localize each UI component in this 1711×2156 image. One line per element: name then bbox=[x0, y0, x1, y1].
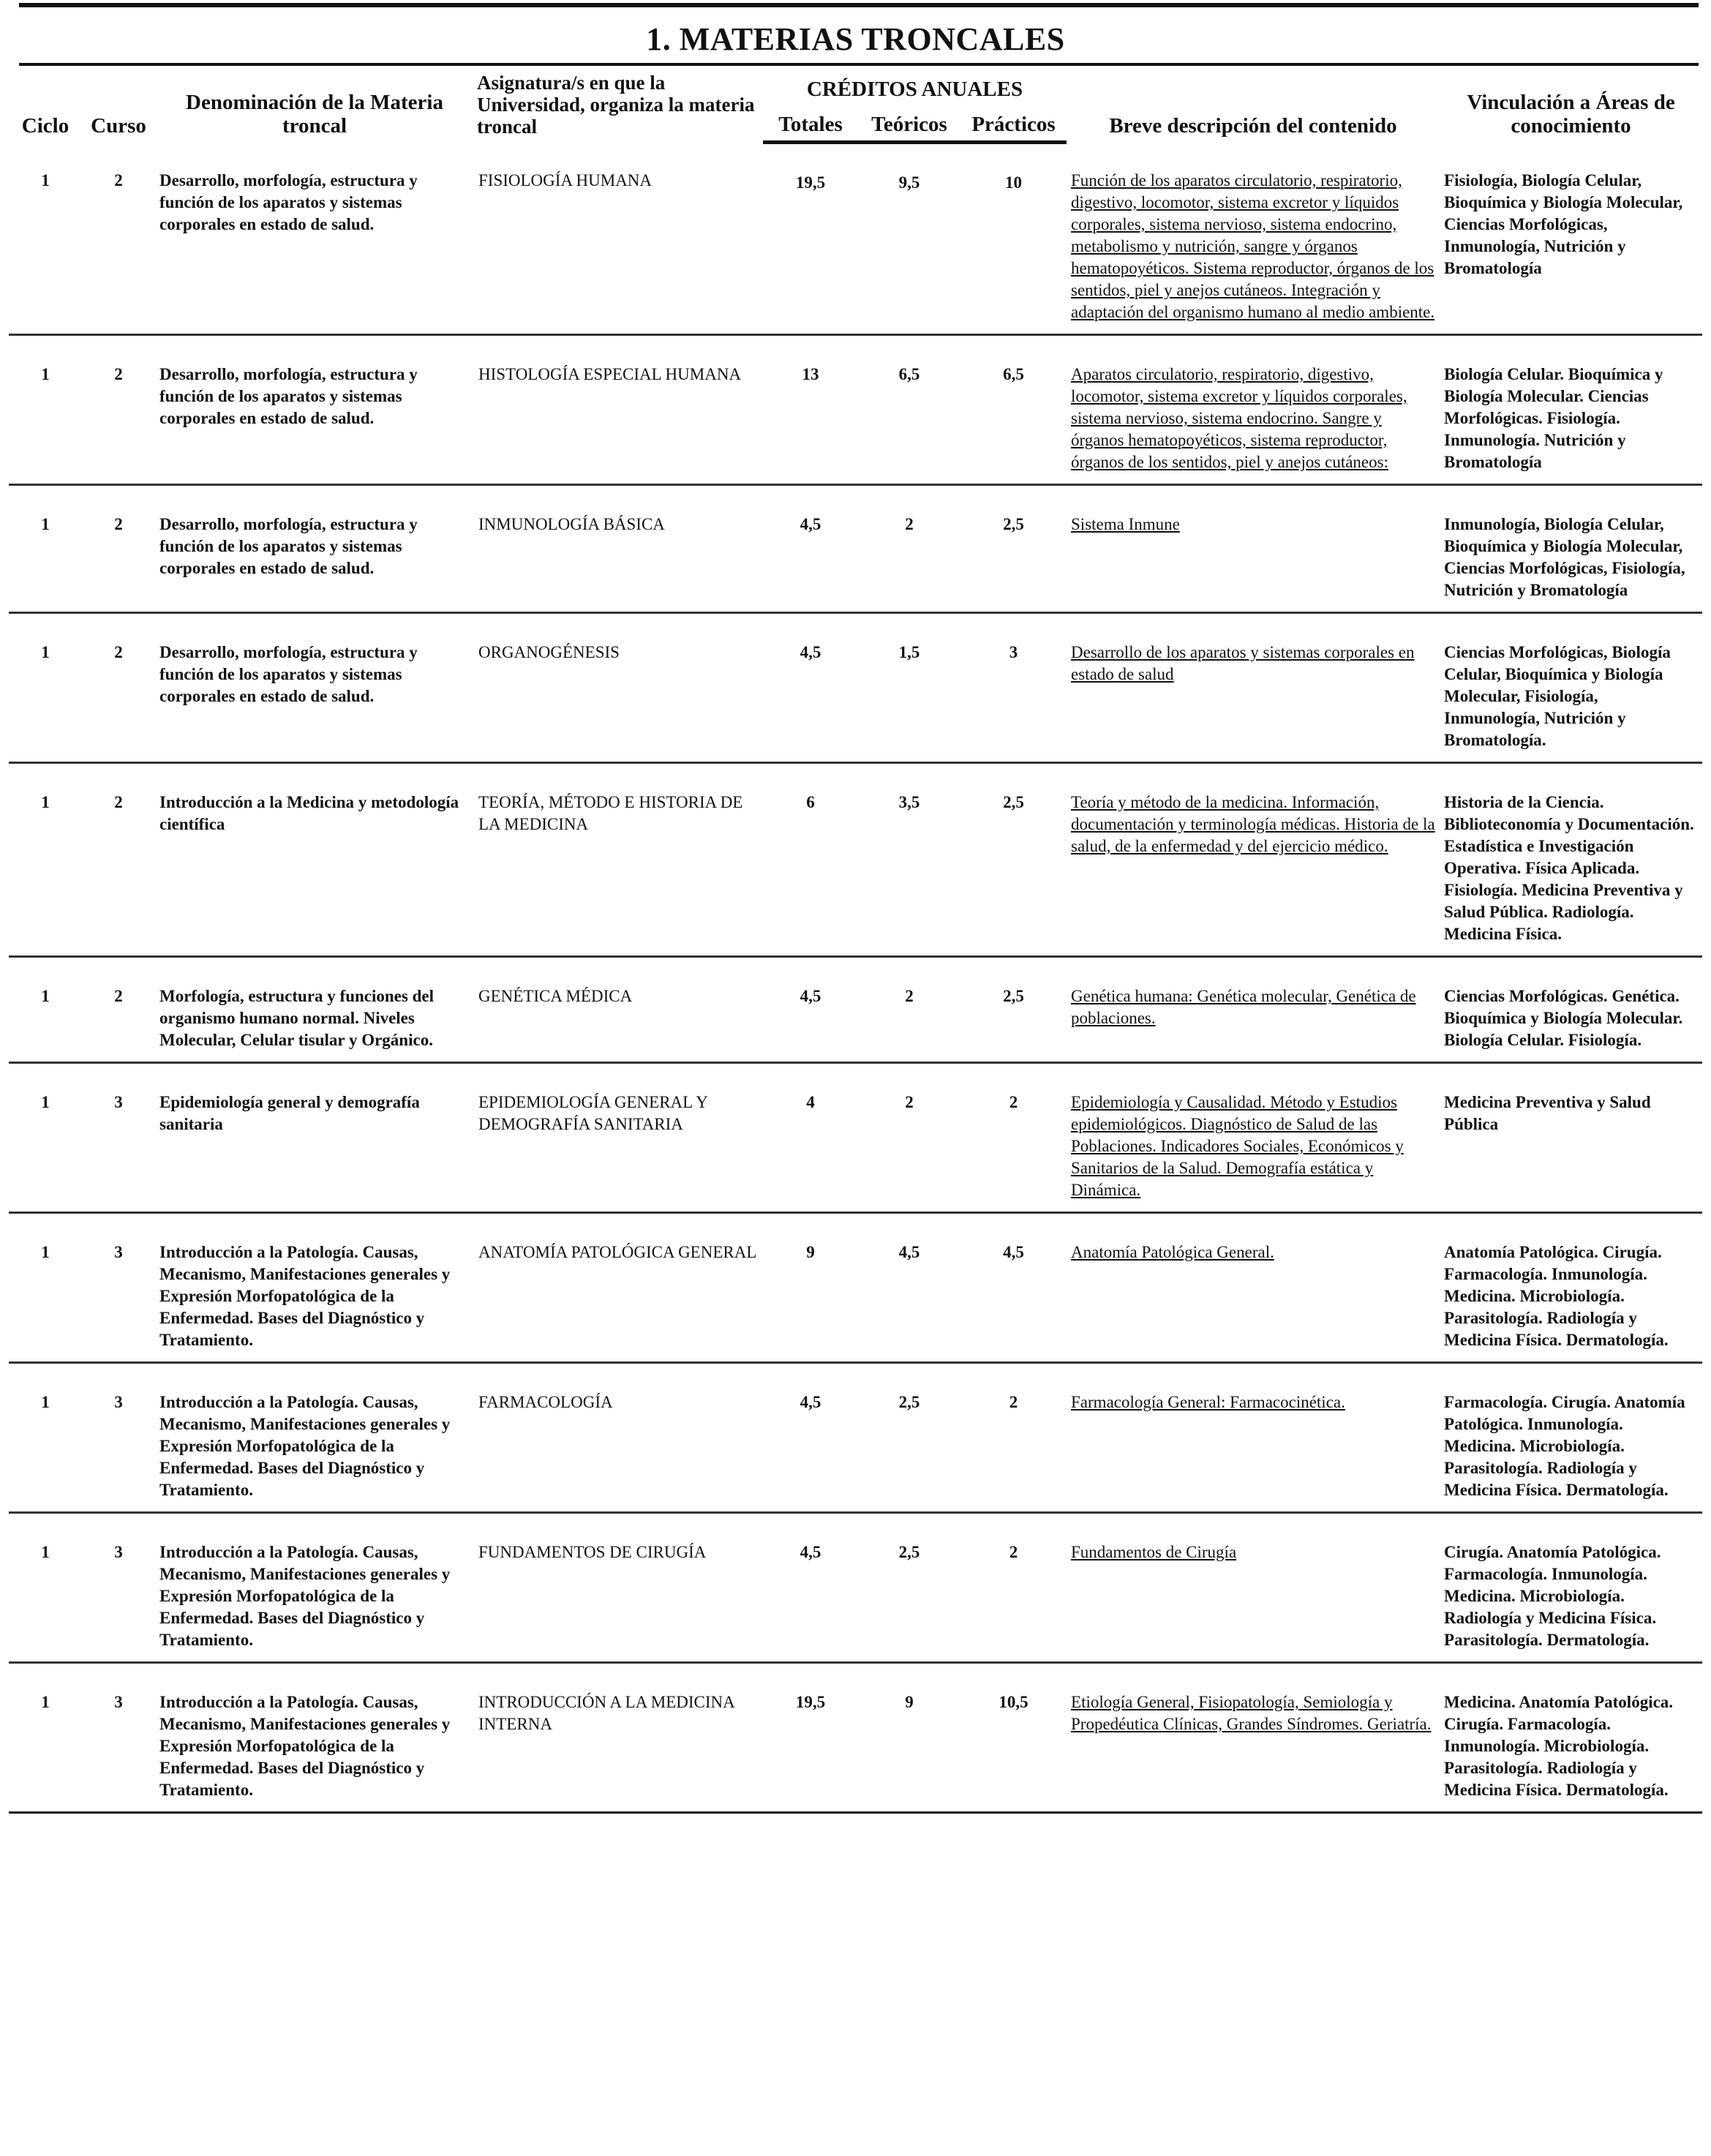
cell-asignatura: FISIOLOGÍA HUMANA bbox=[474, 142, 763, 335]
cell-totales: 4,5 bbox=[763, 613, 858, 763]
table-row bbox=[9, 335, 1702, 485]
cell-practicos: 2 bbox=[960, 1063, 1067, 1213]
cell-curso: 2 bbox=[82, 142, 155, 335]
cell-asignatura: EPIDEMIOLOGÍA GENERAL Y DEMOGRAFÍA SANITARIA bbox=[474, 1063, 763, 1213]
cell-totales: 6 bbox=[763, 763, 858, 957]
cell-areas: Biología Celular. Bioquímica y Biología Molecular. Ciencias Morfológicas. Fisiología. Inmunología. Nutrición y Bromatología bbox=[1440, 335, 1702, 485]
cell-teoricos: 2,5 bbox=[858, 1513, 960, 1663]
cell-totales: 4 bbox=[763, 1063, 858, 1213]
cell-curso: 2 bbox=[82, 763, 155, 957]
cell-practicos: 2,5 bbox=[960, 957, 1067, 1063]
table-row bbox=[9, 957, 1702, 1063]
table-row bbox=[9, 1513, 1702, 1663]
table-row bbox=[9, 1063, 1702, 1213]
cell-teoricos: 9,5 bbox=[858, 142, 960, 335]
page-title: 1. MATERIAS TRONCALES bbox=[646, 21, 1065, 57]
cell-totales: 19,5 bbox=[763, 1663, 858, 1813]
cell-areas: Cirugía. Anatomía Patológica. Farmacología. Inmunología. Medicina. Microbiología. Radiología y Medicina Física. Parasitología. Dermatología. bbox=[1440, 1513, 1702, 1663]
cell-teoricos: 4,5 bbox=[858, 1213, 960, 1363]
cell-practicos: 2,5 bbox=[960, 763, 1067, 957]
cell-denominacion: Desarrollo, morfología, estructura y función de los aparatos y sistemas corporales en estado de salud. bbox=[155, 485, 474, 613]
header-denominacion: Denominación de la Materia troncal bbox=[186, 91, 443, 138]
cell-descripcion: Epidemiología y Causalidad. Método y Estudios epidemiológicos. Diagnóstico de Salud de las Poblaciones. Indicadores Sociales, Económicos y Sanitarios de la Salud. Demografía estática y Dinámica. bbox=[1067, 1063, 1440, 1213]
cell-practicos: 2,5 bbox=[960, 485, 1067, 613]
cell-totales: 4,5 bbox=[763, 1513, 858, 1663]
cell-curso: 3 bbox=[82, 1363, 155, 1513]
cell-areas: Fisiología, Biología Celular, Bioquímica y Biología Molecular, Ciencias Morfológicas, Inmunología, Nutrición y Bromatología bbox=[1440, 142, 1702, 335]
cell-denominacion: Introducción a la Patología. Causas, Mecanismo, Manifestaciones generales y Expresión Morfopatológica de la Enfermedad. Bases del Diagnóstico y Tratamiento. bbox=[155, 1363, 474, 1513]
cell-teoricos: 9 bbox=[858, 1663, 960, 1813]
cell-areas: Medicina. Anatomía Patológica. Cirugía. Farmacología. Inmunología. Microbiología. Parasitología. Radiología y Medicina Física. Dermatología. bbox=[1440, 1663, 1702, 1813]
cell-denominacion: Morfología, estructura y funciones del organismo humano normal. Niveles Molecular, Celular tisular y Orgánico. bbox=[155, 957, 474, 1063]
cell-ciclo: 1 bbox=[9, 142, 82, 335]
cell-denominacion: Introducción a la Patología. Causas, Mecanismo, Manifestaciones generales y Expresión Morfopatológica de la Enfermedad. Bases del Diagnóstico y Tratamiento. bbox=[155, 1513, 474, 1663]
cell-descripcion: Fundamentos de Cirugía bbox=[1067, 1513, 1440, 1663]
header-vinculacion: Vinculación a Áreas de conocimiento bbox=[1467, 91, 1675, 138]
cell-denominacion: Epidemiología general y demografía sanitaria bbox=[155, 1063, 474, 1213]
cell-asignatura: HISTOLOGÍA ESPECIAL HUMANA bbox=[474, 335, 763, 485]
cell-descripcion: Farmacología General: Farmacocinética. bbox=[1067, 1363, 1440, 1513]
cell-descripcion: Genética humana: Genética molecular, Genética de poblaciones. bbox=[1067, 957, 1440, 1063]
cell-areas: Ciencias Morfológicas, Biología Celular, Bioquímica y Biología Molecular, Fisiología, Inmunología, Nutrición y Bromatología. bbox=[1440, 613, 1702, 763]
header-creditos-anuales: CRÉDITOS ANUALES bbox=[806, 78, 1023, 101]
cell-descripcion: Desarrollo de los aparatos y sistemas corporales en estado de salud bbox=[1067, 613, 1440, 763]
table-row bbox=[9, 1213, 1702, 1363]
header-ciclo: Ciclo bbox=[21, 114, 69, 138]
cell-practicos: 6,5 bbox=[960, 335, 1067, 485]
cell-ciclo: 1 bbox=[9, 1063, 82, 1213]
table-header bbox=[9, 70, 1702, 142]
cell-teoricos: 2 bbox=[858, 1063, 960, 1213]
cell-denominacion: Introducción a la Medicina y metodología científica bbox=[155, 763, 474, 957]
cell-practicos: 2 bbox=[960, 1513, 1067, 1663]
cell-denominacion: Desarrollo, morfología, estructura y función de los aparatos y sistemas corporales en estado de salud. bbox=[155, 613, 474, 763]
cell-descripcion: Aparatos circulatorio, respiratorio, digestivo, locomotor, sistema excretor y líquidos corporales, sistema nervioso, sistema endocrino. Sangre y órganos hematopoyéticos, sistema reproductor, órganos de los sentidos, piel y anejos cutáneos: bbox=[1067, 335, 1440, 485]
cell-teoricos: 2,5 bbox=[858, 1363, 960, 1513]
cell-areas: Historia de la Ciencia. Biblioteconomía y Documentación. Estadística e Investigación Operativa. Física Aplicada. Fisiología. Medicina Preventiva y Salud Pública. Radiología. Medicina Física. bbox=[1440, 763, 1702, 957]
cell-descripcion: Etiología General, Fisiopatología, Semiología y Propedéutica Clínicas, Grandes Síndromes. Geriatría. bbox=[1067, 1663, 1440, 1813]
cell-totales: 19,5 bbox=[763, 142, 858, 335]
cell-denominacion: Desarrollo, morfología, estructura y función de los aparatos y sistemas corporales en estado de salud. bbox=[155, 142, 474, 335]
table-body bbox=[9, 142, 1702, 1813]
table-row bbox=[9, 1663, 1702, 1813]
cell-ciclo: 1 bbox=[9, 957, 82, 1063]
cell-areas: Ciencias Morfológicas. Genética. Bioquímica y Biología Molecular. Biología Celular. Fisiología. bbox=[1440, 957, 1702, 1063]
materias-table bbox=[9, 70, 1702, 1814]
cell-practicos: 4,5 bbox=[960, 1213, 1067, 1363]
cell-asignatura: TEORÍA, MÉTODO E HISTORIA DE LA MEDICINA bbox=[474, 763, 763, 957]
top-rule bbox=[19, 3, 1699, 7]
cell-practicos: 3 bbox=[960, 613, 1067, 763]
cell-denominacion: Introducción a la Patología. Causas, Mecanismo, Manifestaciones generales y Expresión Morfopatológica de la Enfermedad. Bases del Diagnóstico y Tratamiento. bbox=[155, 1663, 474, 1813]
cell-curso: 2 bbox=[82, 485, 155, 613]
cell-descripcion: Teoría y método de la medicina. Información, documentación y terminología médicas. Historia de la salud, de la enfermedad y del ejercicio médico. bbox=[1067, 763, 1440, 957]
cell-teoricos: 3,5 bbox=[858, 763, 960, 957]
header-curso: Curso bbox=[91, 114, 146, 138]
cell-curso: 3 bbox=[82, 1213, 155, 1363]
cell-asignatura: INMUNOLOGÍA BÁSICA bbox=[474, 485, 763, 613]
cell-curso: 3 bbox=[82, 1663, 155, 1813]
cell-curso: 3 bbox=[82, 1063, 155, 1213]
cell-curso: 3 bbox=[82, 1513, 155, 1663]
cell-denominacion: Introducción a la Patología. Causas, Mecanismo, Manifestaciones generales y Expresión Morfopatológica de la Enfermedad. Bases del Diagnóstico y Tratamiento. bbox=[155, 1213, 474, 1363]
table-row bbox=[9, 142, 1702, 335]
cell-totales: 13 bbox=[763, 335, 858, 485]
cell-ciclo: 1 bbox=[9, 1513, 82, 1663]
cell-descripcion: Sistema Inmune bbox=[1067, 485, 1440, 613]
table-row bbox=[9, 763, 1702, 957]
cell-areas: Medicina Preventiva y Salud Pública bbox=[1440, 1063, 1702, 1213]
header-descripcion: Breve descripción del contenido bbox=[1109, 114, 1397, 138]
cell-asignatura: FUNDAMENTOS DE CIRUGÍA bbox=[474, 1513, 763, 1663]
cell-areas: Farmacología. Cirugía. Anatomía Patológica. Inmunología. Medicina. Microbiología. Parasitología. Radiología y Medicina Física. Dermatología. bbox=[1440, 1363, 1702, 1513]
cell-ciclo: 1 bbox=[9, 1213, 82, 1363]
table-row bbox=[9, 613, 1702, 763]
cell-descripcion: Función de los aparatos circulatorio, respiratorio, digestivo, locomotor, sistema excretor y líquidos corporales, sistema nervioso, sistema endocrino, metabolismo y nutrición, sangre y órganos hematopoyéticos. Sistema reproductor, órganos de los sentidos, piel y anejos cutáneos. Integración y adaptación del organismo humano al medio ambiente. bbox=[1067, 142, 1440, 335]
cell-ciclo: 1 bbox=[9, 1363, 82, 1513]
cell-totales: 4,5 bbox=[763, 957, 858, 1063]
cell-totales: 4,5 bbox=[763, 485, 858, 613]
cell-curso: 2 bbox=[82, 957, 155, 1063]
cell-asignatura: INTRODUCCIÓN A LA MEDICINA INTERNA bbox=[474, 1663, 763, 1813]
cell-ciclo: 1 bbox=[9, 613, 82, 763]
cell-asignatura: GENÉTICA MÉDICA bbox=[474, 957, 763, 1063]
cell-practicos: 10 bbox=[960, 142, 1067, 335]
cell-descripcion: Anatomía Patológica General. bbox=[1067, 1213, 1440, 1363]
cell-asignatura: ANATOMÍA PATOLÓGICA GENERAL bbox=[474, 1213, 763, 1363]
header-totales: Totales bbox=[763, 107, 858, 142]
header-teoricos: Teóricos bbox=[858, 107, 960, 142]
table-row bbox=[9, 1363, 1702, 1513]
cell-teoricos: 1,5 bbox=[858, 613, 960, 763]
cell-asignatura: FARMACOLOGÍA bbox=[474, 1363, 763, 1513]
cell-ciclo: 1 bbox=[9, 763, 82, 957]
header-rule bbox=[19, 63, 1699, 66]
cell-ciclo: 1 bbox=[9, 1663, 82, 1813]
cell-totales: 4,5 bbox=[763, 1363, 858, 1513]
header-practicos: Prácticos bbox=[960, 107, 1067, 142]
cell-teoricos: 6,5 bbox=[858, 335, 960, 485]
table-row bbox=[9, 485, 1702, 613]
cell-totales: 9 bbox=[763, 1213, 858, 1363]
cell-asignatura: ORGANOGÉNESIS bbox=[474, 613, 763, 763]
cell-teoricos: 2 bbox=[858, 957, 960, 1063]
cell-practicos: 2 bbox=[960, 1363, 1067, 1513]
cell-areas: Inmunología, Biología Celular, Bioquímica y Biología Molecular, Ciencias Morfológicas, Fisiología, Nutrición y Bromatología bbox=[1440, 485, 1702, 613]
cell-teoricos: 2 bbox=[858, 485, 960, 613]
cell-denominacion: Desarrollo, morfología, estructura y función de los aparatos y sistemas corporales en estado de salud. bbox=[155, 335, 474, 485]
cell-curso: 2 bbox=[82, 335, 155, 485]
cell-ciclo: 1 bbox=[9, 485, 82, 613]
cell-curso: 2 bbox=[82, 613, 155, 763]
cell-practicos: 10,5 bbox=[960, 1663, 1067, 1813]
header-asignatura: Asignatura/s en que la Universidad, organiza la materia troncal bbox=[477, 72, 755, 138]
cell-ciclo: 1 bbox=[9, 335, 82, 485]
cell-areas: Anatomía Patológica. Cirugía. Farmacología. Inmunología. Medicina. Microbiología. Parasitología. Radiología y Medicina Física. Dermatología. bbox=[1440, 1213, 1702, 1363]
